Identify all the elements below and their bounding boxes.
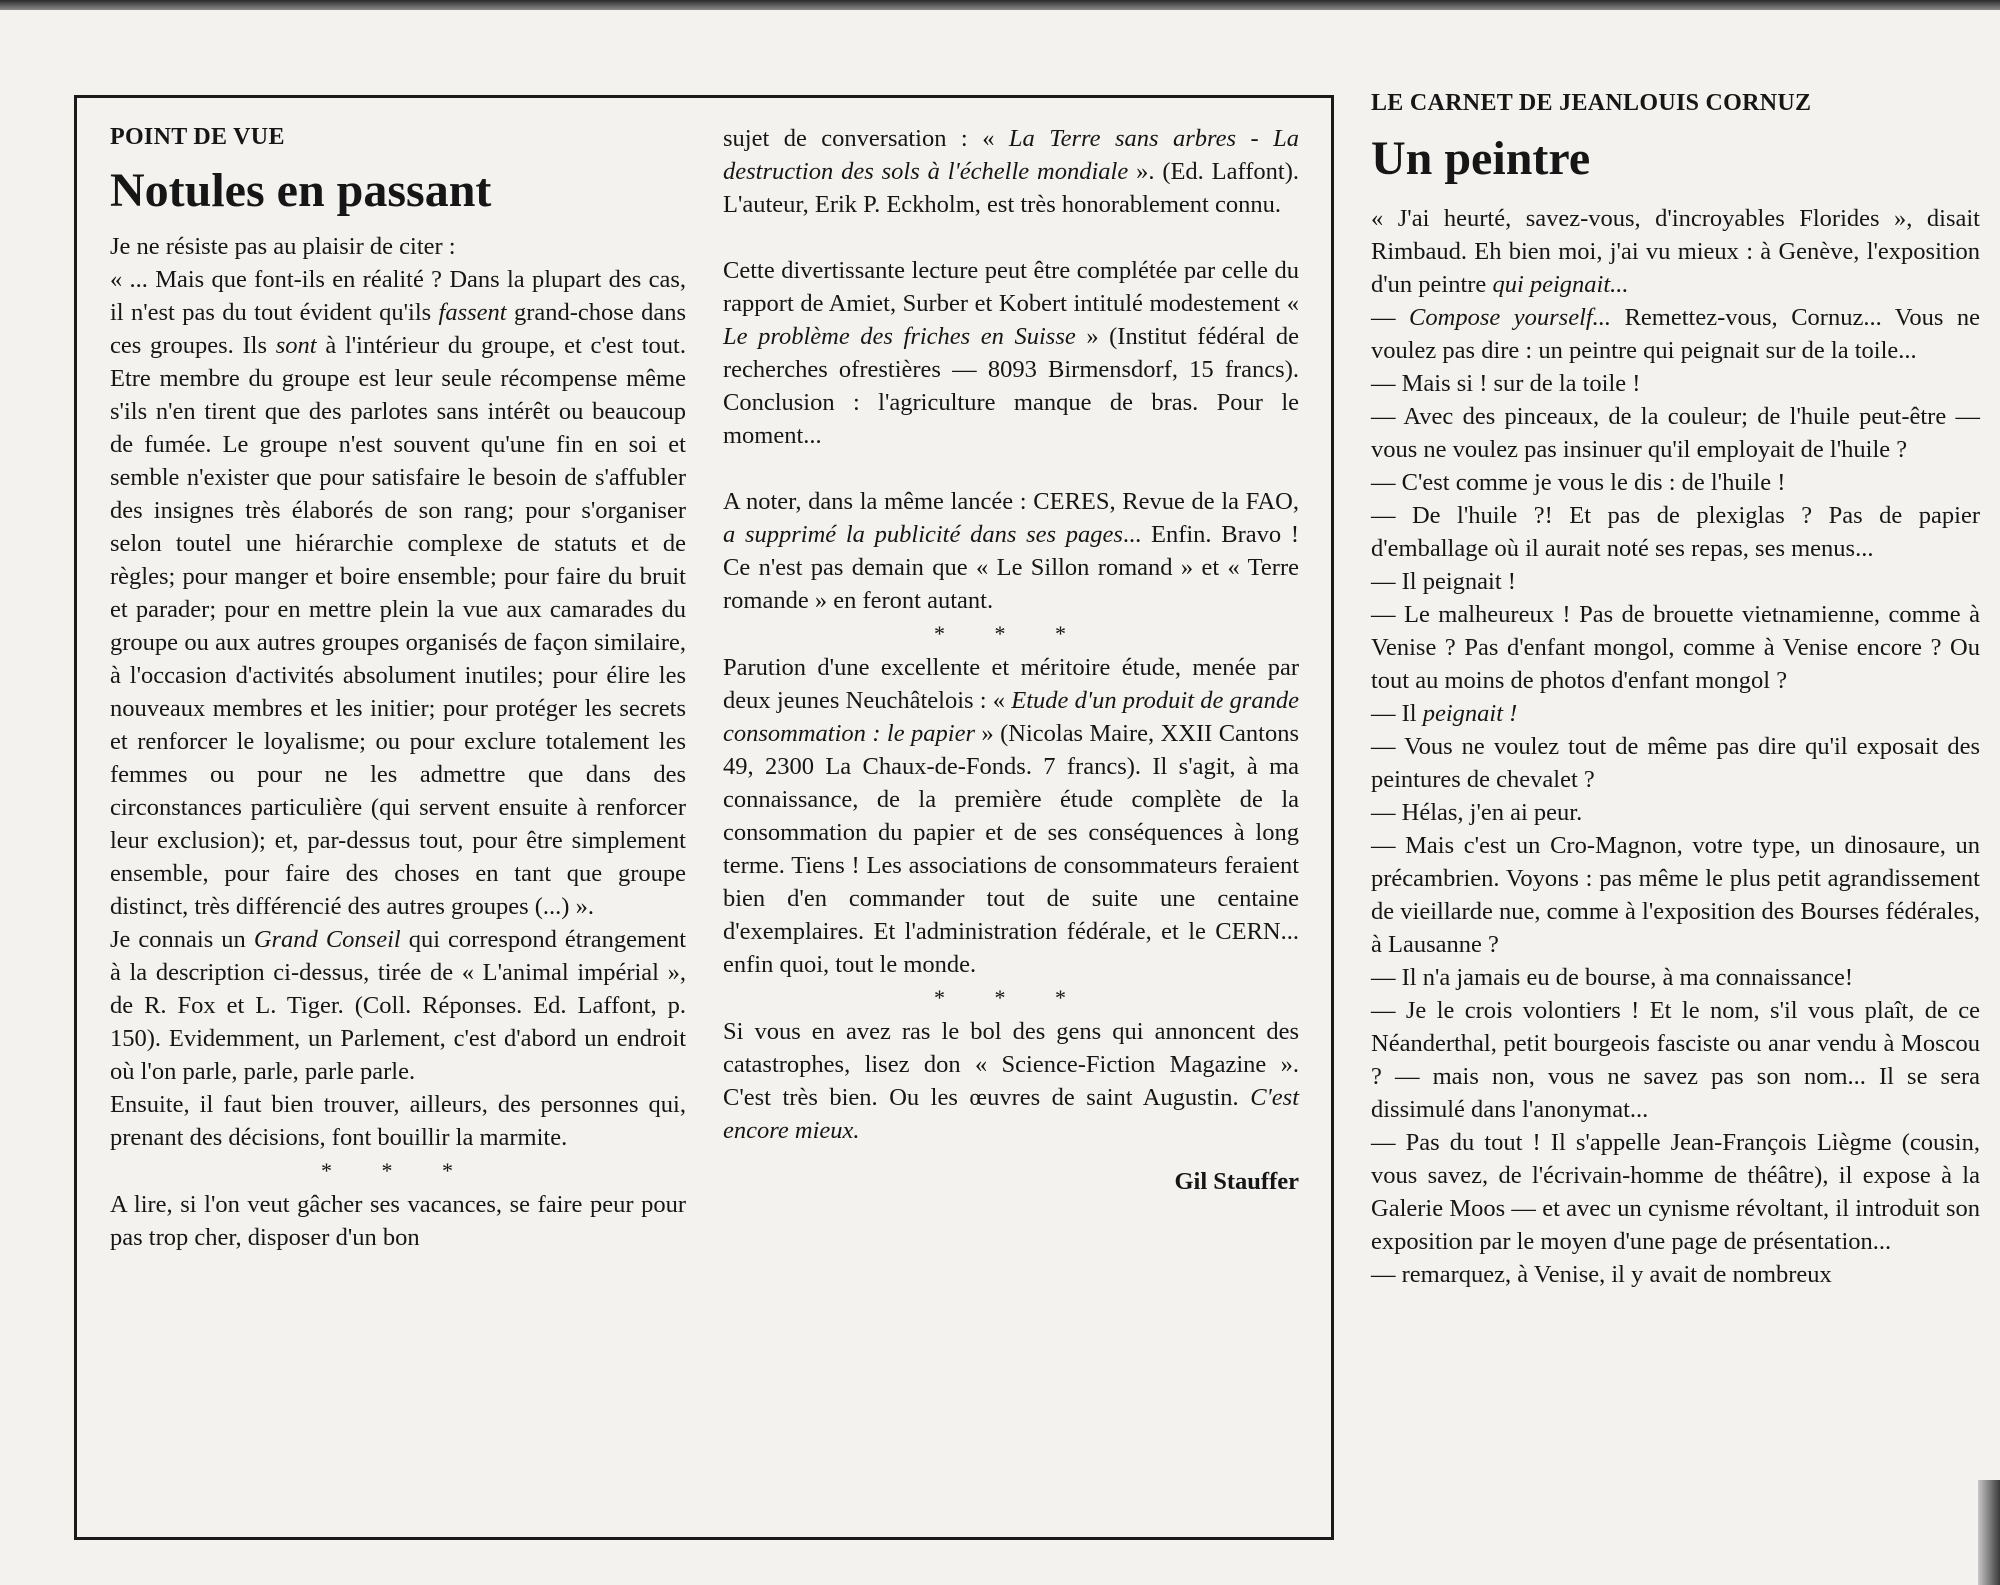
left-article-column-2 <box>723 122 1299 1198</box>
dialogue-line: — Le malheureux ! Pas de brouette vietnamienne, comme à Venise ? Pas d'enfant mongol, comme à Venise encore ? Ou tout au moins de photos d'enfant mongol ? <box>1371 601 1980 694</box>
dialogue-line: « J'ai heurté, savez-vous, d'incroyables Florides », disait Rimbaud. Eh bien moi, j'ai vu mieux : à Genève, l'exposition d'un peintre qui peignait... <box>1371 205 1980 298</box>
paragraph: Parution d'une excellente et méritoire étude, menée par deux jeunes Neuchâtelois : « Etude d'un produit de grande consommation : le papier » (Nicolas Maire, XXII Cantons 49, 2300 La Chaux-de-Fonds. 7 francs). Il s'agit, à ma connaissance, de la première étude complète de la consommation du papier et de ses conséquences à long terme. Tiens ! Les associations de consommateurs feraient bien d'en commander tout de suite une centaine d'exemplaires. Et l'administration fédérale, et le CERN... enfin quoi, tout le monde. <box>723 654 1300 978</box>
paragraph: Cette divertissante lecture peut être complétée par celle du rapport de Amiet, Surber et Kobert intitulé modestement « Le problème des friches en Suisse » (Institut fédéral de recherches ofrestières — 8093 Birmensdorf, 15 francs). Conclusion : l'agriculture manque de bras. Pour le moment... <box>723 257 1299 449</box>
dialogue-line: — Il peignait ! <box>1371 700 1518 727</box>
left-article-column-1 <box>110 122 686 1254</box>
left-article-kicker: POINT DE VUE <box>110 124 285 150</box>
left-article-title: Notules en passant <box>110 164 492 217</box>
dialogue-line: — Mais c'est un Cro-Magnon, votre type, un dinosaure, un précambrien. Voyons : pas même le plus petit agrandissement de vieillarde nue, comme à l'exposition des Bourses fédérales, à Lausanne ? <box>1371 832 1980 958</box>
paragraph: Ensuite, il faut bien trouver, ailleurs, des personnes qui, prenant des décisions, font bouillir la marmite. <box>110 1091 686 1151</box>
dialogue-line: — Pas du tout ! Il s'appelle Jean-François Liègme (cousin, vous savez, de l'écrivain-homme de théâtre), il expose à la Galerie Moos — et avec un cynisme révoltant, il introduit son exposition par le moyen d'une page de présentation... <box>1371 1129 1980 1255</box>
dialogue-line: — Hélas, j'en ai peur. <box>1371 799 1583 826</box>
author-signature: Gil Stauffer <box>1174 1168 1299 1195</box>
right-article-column <box>1371 88 1980 1291</box>
dialogue-line: — C'est comme je vous le dis : de l'huile ! <box>1371 469 1786 496</box>
paragraph: A noter, dans la même lancée : CERES, Revue de la FAO, a supprimé la publicité dans ses pages... Enfin. Bravo ! Ce n'est pas demain que « Le Sillon romand » et « Terre romande » en feront autant. <box>723 488 1299 614</box>
paragraph: Je connais un Grand Conseil qui correspond étrangement à la description ci-dessus, tirée de « L'animal impérial », de R. Fox et L. Tiger. (Coll. Réponses. Ed. Laffont, p. 150). Evidemment, un Parlement, c'est d'abord un endroit où l'on parle, parle, parle parle. <box>110 926 687 1085</box>
paragraph: A lire, si l'on veut gâcher ses vacances, se faire peur pour pas trop cher, disposer d'un bon <box>110 1191 686 1251</box>
section-separator: * * * <box>934 621 1088 646</box>
section-separator: * * * <box>934 985 1088 1010</box>
page-top-edge <box>0 0 2000 10</box>
dialogue-line: — Je le crois volontiers ! Et le nom, s'il vous plaît, de ce Néanderthal, petit bourgeois fasciste ou anar vendu à Moscou ? — mais non, vous ne savez pas son nom... Il se sera dissimulé dans l'anonymat... <box>1371 997 1980 1123</box>
right-article-kicker: LE CARNET DE JEANLOUIS CORNUZ <box>1371 90 1812 116</box>
dialogue-line: — Compose yourself... Remettez-vous, Cornuz... Vous ne voulez pas dire : un peintre qui peignait sur de la toile... <box>1371 304 1981 364</box>
quote-paragraph: « ... Mais que font-ils en réalité ? Dans la plupart des cas, il n'est pas du tout évident qu'ils fassent grand-chose dans ces groupes. Ils sont à l'intérieur du groupe, et c'est tout. Etre membre du groupe est leur seule récompense même s'ils n'en tirent que des parlotes sans intérêt ou beaucoup de fumée. Le groupe n'est souvent qu'une fin en soi et semble n'exister que pour satisfaire le besoin de s'affubler des insignes très élaborés de son rang; pour s'organiser selon toutel une hiérarchie complexe de statuts et de règles; pour manger et boire ensemble; pour faire du bruit et parader; pour en mettre plein la vue aux camarades du groupe ou aux autres groupes organisés de façon similaire, à l'occasion d'activités absolument inutiles; pour élire les nouveaux membres et les initier; pour protéger les secrets et renforcer le loyalisme; ou pour exclure totalement les femmes ou pour ne les admettre que dans des circonstances particulière (qui servent ensuite à renforcer leur exclusion); et, par-dessus tout, pour être simplement ensemble, pour faire des choses en tant que groupe distinct, très différencié des autres groupes (...) ». <box>110 266 686 920</box>
paragraph: Si vous en avez ras le bol des gens qui annoncent des catastrophes, lisez don « Science-Fiction Magazine ». C'est très bien. Ou les œuvres de saint Augustin. C'est encore mieux. <box>723 1018 1299 1144</box>
dialogue-line: — Il peignait ! <box>1371 568 1516 595</box>
paragraph: Je ne résiste pas au plaisir de citer : <box>110 233 456 260</box>
section-separator: * * * <box>321 1158 475 1183</box>
dialogue-line: — Il n'a jamais eu de bourse, à ma connaissance! <box>1371 964 1853 991</box>
dialogue-line: — Mais si ! sur de la toile ! <box>1371 370 1641 397</box>
paragraph: sujet de conversation : « La Terre sans arbres - La destruction des sols à l'échelle mondiale ». (Ed. Laffont). L'auteur, Erik P. Eckholm, est très honorablement connu. <box>723 125 1299 218</box>
dialogue-line: — Vous ne voulez tout de même pas dire qu'il exposait des peintures de chevalet ? <box>1371 733 1980 793</box>
dialogue-line: — Avec des pinceaux, de la couleur; de l'huile peut-être — vous ne voulez pas insinuer qu'il employait de l'huile ? <box>1371 403 1980 463</box>
dialogue-line: — De l'huile ?! Et pas de plexiglas ? Pas de papier d'emballage où il aurait noté ses repas, ses menus... <box>1371 502 1980 562</box>
right-article-title: Un peintre <box>1371 132 1591 185</box>
dialogue-line: — remarquez, à Venise, il y avait de nombreux <box>1371 1261 1832 1288</box>
page-curl-shadow <box>1978 1480 2000 1585</box>
